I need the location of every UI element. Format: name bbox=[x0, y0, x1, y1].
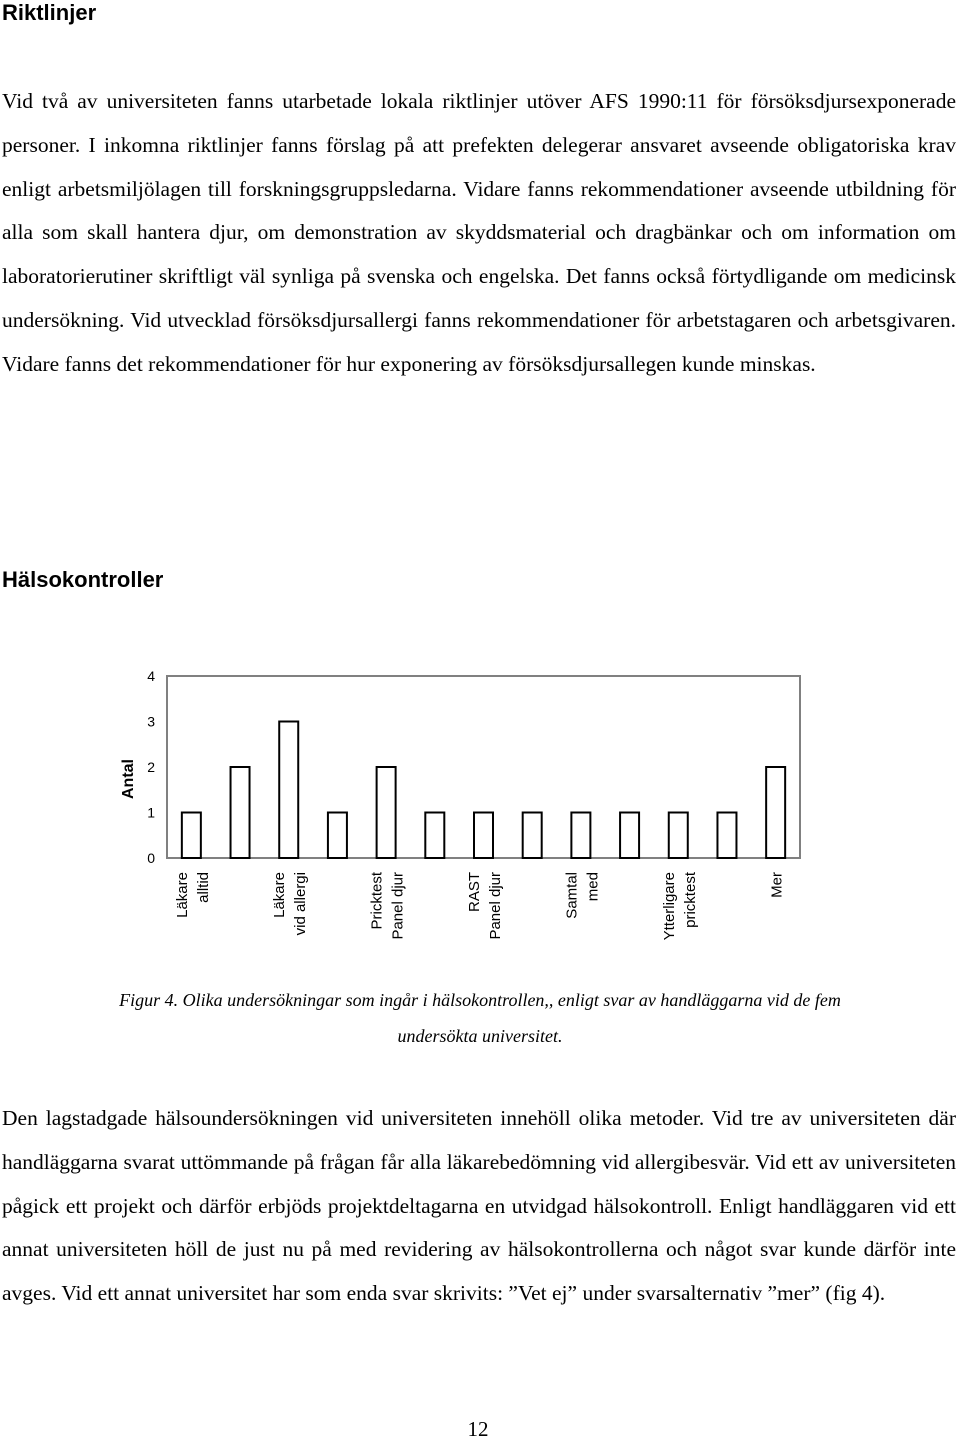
y-tick-label: 4 bbox=[147, 668, 155, 684]
category-label: RAST bbox=[466, 872, 483, 913]
figure-caption-line-1: Figur 4. Olika undersökningar som ingår i hälsokontrollen,, enligt svar av handläggarna vid de fem bbox=[119, 990, 841, 1010]
category-label: Mer bbox=[768, 872, 786, 898]
y-axis-label: Antal bbox=[120, 759, 137, 799]
bar bbox=[279, 722, 298, 859]
category-label: Läkare bbox=[173, 872, 191, 918]
category-label: alltid bbox=[194, 872, 212, 903]
category-label: Samtal bbox=[563, 872, 581, 919]
bar bbox=[377, 767, 396, 858]
category-label: pricktest bbox=[681, 872, 699, 928]
section-heading-halsokontroller: Hälsokontroller bbox=[2, 567, 164, 592]
page-number: 12 bbox=[467, 1417, 489, 1441]
bar bbox=[717, 813, 736, 859]
bar bbox=[474, 813, 493, 859]
category-label: Ytterligare bbox=[660, 872, 678, 941]
y-tick-label: 3 bbox=[147, 713, 155, 730]
category-label: Läkare bbox=[271, 872, 289, 918]
category-label: Pricktest bbox=[368, 872, 386, 930]
category-label: vid allergi bbox=[292, 872, 310, 936]
category-label: Panel djur bbox=[487, 872, 504, 940]
bar bbox=[182, 813, 201, 859]
body-paragraph-riktlinjer: Vid två av universiteten fanns utarbetade lokala riktlinjer utöver AFS 1990:11 för försöksdjursexponerade personer. I inkomna riktlinjer fanns förslag på att prefekten delegerar ansvaret avseende obligatoriska krav enligt arbetsmiljölagen till forskningsgruppsledarna. Vidare fanns rekommendationer avseende utbildning för alla som skall hantera djur, om demonstration av skyddsmaterial och dragbänkar och om information om laboratorierutiner skriftligt väl synliga på svenska och engelska. Det fanns också förtydligande om medicinsk undersökning. Vid utvecklad försöksdjursallergi fanns rekommendationer för arbetstagaren och arbetsgivaren. Vidare fanns det rekommendationer för hur exponering av försöksdjursallegen kunde minskas. bbox=[2, 89, 956, 376]
body-paragraph-metoder: Den lagstadgade hälsoundersökningen vid universiteten innehöll olika metoder. Vid tre av universiteten där handläggarna svarat uttömmande på frågan får alla läkarebedömning vid allergibesvär. Vid ett av universiteten pågick ett projekt och därför erbjöds projektdeltagarna en utvidgad hälsokontroll. Enligt handläggaren vid ett annat universiteten höll de just nu på med revidering av hälsokontrollerna och något svar kunde därför inte avges. Vid ett annat universitet har som enda svar skrivits: ”Vet ej” under svarsalternativ ”mer” (fig 4). bbox=[2, 1106, 956, 1306]
bar bbox=[571, 813, 590, 859]
category-label: med bbox=[584, 872, 602, 902]
bar bbox=[328, 813, 347, 859]
category-label: Panel djur bbox=[389, 872, 407, 940]
y-tick-label: 2 bbox=[147, 759, 155, 775]
bar-chart bbox=[0, 640, 960, 970]
figure-caption-line-2: undersökta universitet. bbox=[397, 1026, 563, 1046]
bar bbox=[425, 813, 444, 859]
y-tick-label: 0 bbox=[147, 850, 155, 866]
bar bbox=[669, 813, 688, 859]
bar bbox=[231, 767, 250, 858]
bar bbox=[620, 813, 639, 859]
section-heading-riktlinjer: Riktlinjer bbox=[2, 0, 97, 25]
y-tick-label: 1 bbox=[147, 804, 155, 821]
bar bbox=[766, 767, 785, 858]
bar bbox=[523, 813, 542, 859]
